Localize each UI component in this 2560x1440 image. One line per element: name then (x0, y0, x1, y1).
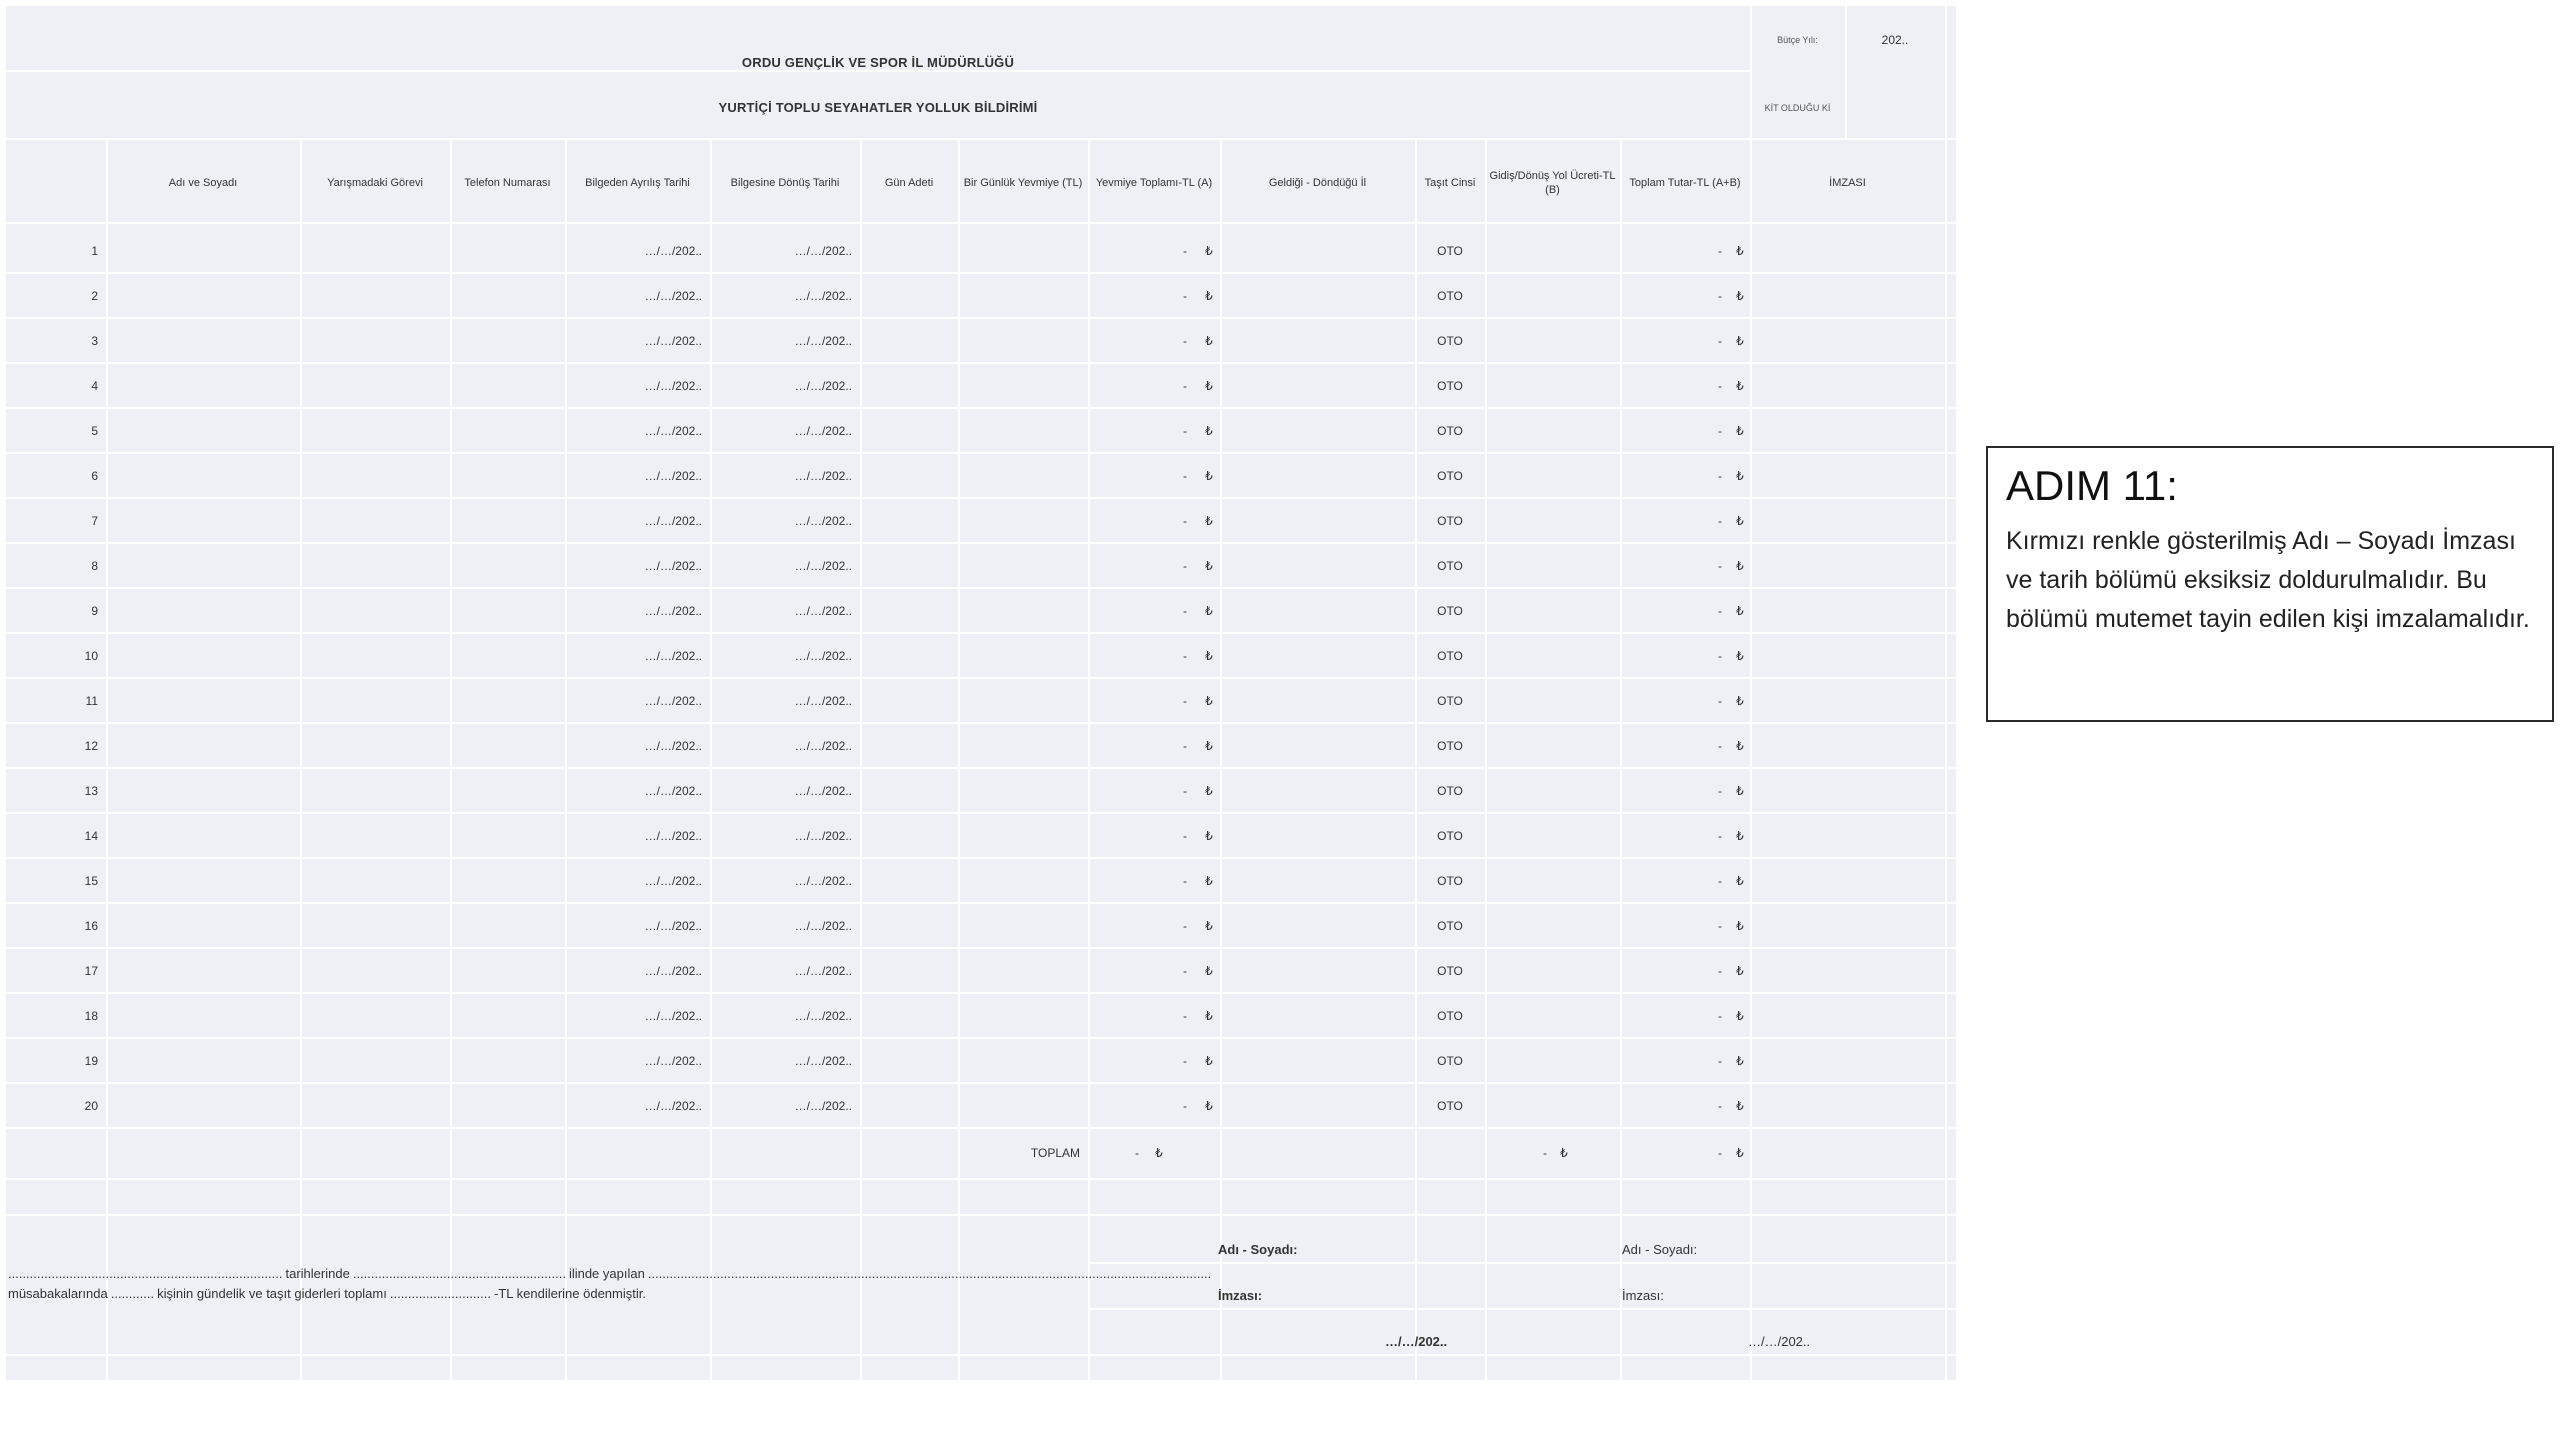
allowance-dash: - (1183, 243, 1187, 258)
total-currency: ₺ (1736, 243, 1744, 258)
return-date: …/…/202.. (794, 423, 852, 438)
departure-date: …/…/202.. (644, 333, 702, 348)
right-sign-label: İmzası: (1622, 1288, 1664, 1303)
left-date: …/…/202.. (1385, 1334, 1448, 1349)
allowance-currency: ₺ (1205, 648, 1213, 663)
return-date: …/…/202.. (794, 873, 852, 888)
statement-fragment: ............................ (389, 1286, 491, 1301)
row-number: 9 (91, 603, 98, 618)
column-header: Bilgesine Dönüş Tarihi (730, 177, 840, 189)
return-date: …/…/202.. (794, 828, 852, 843)
allowance-currency: ₺ (1205, 738, 1213, 753)
total-currency: ₺ (1736, 603, 1744, 618)
allowance-currency: ₺ (1205, 693, 1213, 708)
allowance-currency: ₺ (1205, 1008, 1213, 1023)
return-date: …/…/202.. (794, 288, 852, 303)
departure-date: …/…/202.. (644, 873, 702, 888)
total-currency: ₺ (1736, 1053, 1744, 1068)
allowance-dash: - (1183, 333, 1187, 348)
total-currency: ₺ (1736, 468, 1744, 483)
left-name-label: Adı - Soyadı: (1218, 1242, 1298, 1257)
total-dash: - (1718, 873, 1722, 888)
allowance-dash: - (1183, 513, 1187, 528)
column-header: Yarışmadaki Görevi (327, 177, 423, 189)
allowance-dash: - (1183, 1053, 1187, 1068)
step-callout (1986, 446, 2554, 722)
return-date: …/…/202.. (794, 603, 852, 618)
return-date: …/…/202.. (794, 783, 852, 798)
total-dash: - (1718, 783, 1722, 798)
allowance-currency: ₺ (1205, 918, 1213, 933)
row-number: 17 (84, 963, 98, 978)
row-number: 8 (91, 558, 98, 573)
vehicle-type: OTO (1437, 423, 1463, 438)
total-dash: - (1718, 603, 1722, 618)
vehicle-type: OTO (1437, 693, 1463, 708)
row-number: 20 (84, 1098, 98, 1113)
statement-line-2 (8, 1286, 649, 1301)
statement-fragment: müsabakalarında (8, 1286, 108, 1301)
column-header: Toplam Tutar-TL (A+B) (1629, 177, 1741, 189)
vehicle-type: OTO (1437, 288, 1463, 303)
grand-total-currency: ₺ (1736, 1146, 1744, 1160)
vehicle-type: OTO (1437, 468, 1463, 483)
column-header: Telefon Numarası (464, 177, 551, 189)
statement-fragment: -TL kendilerine ödenmiştir. (494, 1286, 646, 1301)
return-date: …/…/202.. (794, 468, 852, 483)
allowance-currency: ₺ (1205, 1053, 1213, 1068)
return-date: …/…/202.. (794, 558, 852, 573)
column-header: Bilgeden Ayrılış Tarihi (585, 177, 690, 189)
row-number: 10 (84, 648, 98, 663)
vehicle-type: OTO (1437, 1053, 1463, 1068)
total-currency: ₺ (1736, 558, 1744, 573)
callout-body: Kırmızı renkle gösterilmiş Adı – Soyadı İmzası ve tarih bölümü eksiksiz doldurulmalıdır. Bu bölümü mutemet tayin edilen kişi imzalamalıdır. (2006, 527, 2530, 633)
allowance-dash: - (1183, 1098, 1187, 1113)
row-number: 2 (91, 288, 98, 303)
allowance-currency: ₺ (1205, 288, 1213, 303)
total-dash: - (1718, 648, 1722, 663)
total-dash: - (1718, 1008, 1722, 1023)
return-date: …/…/202.. (794, 1053, 852, 1068)
allowance-dash: - (1183, 468, 1187, 483)
vehicle-type: OTO (1437, 873, 1463, 888)
column-header: Yevmiye Toplamı-TL (A) (1095, 177, 1213, 189)
departure-date: …/…/202.. (644, 648, 702, 663)
statement-fragment: ilinde yapılan (568, 1266, 645, 1281)
total-currency: ₺ (1736, 828, 1744, 843)
allowance-currency: ₺ (1205, 783, 1213, 798)
allowance-dash: - (1183, 783, 1187, 798)
statement-fragment: tarihlerinde (285, 1266, 350, 1281)
total-dash: - (1718, 963, 1722, 978)
kit-label: KİT OLDUĞU Kİ (1764, 102, 1831, 113)
departure-date: …/…/202.. (644, 558, 702, 573)
allowance-currency: ₺ (1205, 603, 1213, 618)
allowance-currency: ₺ (1205, 558, 1213, 573)
allowance-dash: - (1183, 693, 1187, 708)
vehicle-type: OTO (1437, 333, 1463, 348)
column-header: İMZASI (1829, 177, 1866, 189)
total-currency: ₺ (1736, 918, 1744, 933)
total-currency: ₺ (1736, 288, 1744, 303)
departure-date: …/…/202.. (644, 828, 702, 843)
vehicle-type: OTO (1437, 378, 1463, 393)
departure-date: …/…/202.. (644, 963, 702, 978)
allowance-currency: ₺ (1205, 963, 1213, 978)
total-dash: - (1718, 333, 1722, 348)
departure-date: …/…/202.. (644, 243, 702, 258)
return-date: …/…/202.. (794, 333, 852, 348)
column-header: Adı ve Soyadı (168, 177, 238, 189)
vehicle-type: OTO (1437, 603, 1463, 618)
row-number: 4 (91, 378, 98, 393)
column-header: Bir Günlük Yevmiye (TL) (963, 177, 1083, 189)
allowance-dash: - (1183, 828, 1187, 843)
allowance-dash: - (1183, 288, 1187, 303)
total-currency: ₺ (1736, 873, 1744, 888)
total-dash: - (1718, 423, 1722, 438)
total-dash: - (1718, 828, 1722, 843)
departure-date: …/…/202.. (644, 423, 702, 438)
departure-date: …/…/202.. (644, 738, 702, 753)
total-currency: ₺ (1736, 693, 1744, 708)
total-dash: - (1718, 738, 1722, 753)
departure-date: …/…/202.. (644, 918, 702, 933)
allowance-dash: - (1183, 378, 1187, 393)
return-date: …/…/202.. (794, 243, 852, 258)
allowance-currency: ₺ (1205, 873, 1213, 888)
row-number: 1 (91, 243, 98, 258)
total-currency: ₺ (1736, 333, 1744, 348)
vehicle-type: OTO (1437, 1098, 1463, 1113)
departure-date: …/…/202.. (644, 513, 702, 528)
total-allowance-currency: ₺ (1155, 1146, 1163, 1160)
statement-fragment: ........................................................... (352, 1266, 566, 1281)
total-currency: ₺ (1736, 423, 1744, 438)
return-date: …/…/202.. (794, 513, 852, 528)
allowance-dash: - (1183, 873, 1187, 888)
allowance-currency: ₺ (1205, 828, 1213, 843)
departure-date: …/…/202.. (644, 603, 702, 618)
return-date: …/…/202.. (794, 378, 852, 393)
vehicle-type: OTO (1437, 243, 1463, 258)
callout-title: ADIM 11: (2006, 462, 2178, 509)
total-dash: - (1718, 288, 1722, 303)
total-currency: ₺ (1736, 738, 1744, 753)
total-dash: - (1718, 1098, 1722, 1113)
org-title: ORDU GENÇLİK VE SPOR İL MÜDÜRLÜĞÜ (741, 54, 1015, 70)
total-currency: ₺ (1736, 963, 1744, 978)
departure-date: …/…/202.. (644, 1008, 702, 1023)
departure-date: …/…/202.. (644, 288, 702, 303)
allowance-currency: ₺ (1205, 378, 1213, 393)
allowance-dash: - (1183, 1008, 1187, 1023)
total-currency: ₺ (1736, 378, 1744, 393)
return-date: …/…/202.. (794, 918, 852, 933)
departure-date: …/…/202.. (644, 1098, 702, 1113)
left-sign-label: İmzası: (1218, 1288, 1263, 1303)
vehicle-type: OTO (1437, 648, 1463, 663)
total-dash: - (1718, 378, 1722, 393)
total-currency: ₺ (1736, 783, 1744, 798)
return-date: …/…/202.. (794, 1098, 852, 1113)
total-currency: ₺ (1736, 648, 1744, 663)
allowance-currency: ₺ (1205, 1098, 1213, 1113)
allowance-dash: - (1183, 603, 1187, 618)
vehicle-type: OTO (1437, 558, 1463, 573)
row-number: 5 (91, 423, 98, 438)
allowance-currency: ₺ (1205, 243, 1213, 258)
total-currency: ₺ (1736, 1098, 1744, 1113)
budget-year-value: 202.. (1881, 33, 1909, 47)
grand-total-dash: - (1718, 1146, 1722, 1160)
vehicle-type: OTO (1437, 963, 1463, 978)
right-date: …/…/202.. (1748, 1334, 1811, 1349)
total-dash: - (1718, 693, 1722, 708)
row-number: 15 (84, 873, 98, 888)
allowance-dash: - (1183, 918, 1187, 933)
column-header: Taşıt Cinsi (1424, 177, 1476, 189)
row-number: 6 (91, 468, 98, 483)
statement-fragment: ............................................................................................................................................................ (647, 1266, 1212, 1281)
departure-date: …/…/202.. (644, 378, 702, 393)
allowance-currency: ₺ (1205, 423, 1213, 438)
row-number: 14 (84, 828, 98, 843)
return-date: …/…/202.. (794, 738, 852, 753)
row-number: 16 (84, 918, 98, 933)
statement-fragment: ............ (110, 1286, 155, 1301)
vehicle-type: OTO (1437, 828, 1463, 843)
departure-date: …/…/202.. (644, 468, 702, 483)
row-number: 3 (91, 333, 98, 348)
allowance-currency: ₺ (1205, 468, 1213, 483)
total-dash: - (1718, 918, 1722, 933)
statement-fragment: kişinin gündelik ve taşıt giderleri toplamı (157, 1286, 387, 1301)
vehicle-type: OTO (1437, 783, 1463, 798)
budget-year-label: Bütçe Yılı: (1777, 35, 1818, 45)
allowance-dash: - (1183, 423, 1187, 438)
return-date: …/…/202.. (794, 693, 852, 708)
total-dash: - (1718, 1053, 1722, 1068)
form-title: YURTİÇİ TOPLU SEYAHATLER YOLLUK BİLDİRİMİ (718, 99, 1038, 115)
column-header: Geldiği - Döndüğü İl (1268, 177, 1367, 189)
return-date: …/…/202.. (794, 648, 852, 663)
departure-date: …/…/202.. (644, 693, 702, 708)
vehicle-type: OTO (1437, 738, 1463, 753)
total-dash: - (1718, 558, 1722, 573)
right-name-label: Adı - Soyadı: (1622, 1242, 1698, 1257)
total-road-dash: - (1543, 1146, 1547, 1160)
row-number: 13 (84, 783, 98, 798)
allowance-dash: - (1183, 963, 1187, 978)
departure-date: …/…/202.. (644, 1053, 702, 1068)
row-number: 18 (84, 1008, 98, 1023)
row-number: 7 (91, 513, 98, 528)
column-header: Gün Adeti (884, 177, 934, 189)
column-header: Gidiş/Dönüş Yol Ücreti-TL (B) (1489, 170, 1616, 196)
total-currency: ₺ (1736, 1008, 1744, 1023)
allowance-dash: - (1183, 558, 1187, 573)
return-date: …/…/202.. (794, 1008, 852, 1023)
total-dash: - (1718, 468, 1722, 483)
allowance-dash: - (1183, 738, 1187, 753)
total-dash: - (1718, 243, 1722, 258)
total-currency: ₺ (1736, 513, 1744, 528)
row-number: 12 (84, 738, 98, 753)
total-allowance-dash: - (1135, 1146, 1139, 1160)
total-dash: - (1718, 513, 1722, 528)
allowance-currency: ₺ (1205, 513, 1213, 528)
statement-line-1 (8, 1266, 1214, 1281)
vehicle-type: OTO (1437, 918, 1463, 933)
return-date: …/…/202.. (794, 963, 852, 978)
row-number: 19 (84, 1053, 98, 1068)
total-label: TOPLAM (1030, 1146, 1080, 1160)
departure-date: …/…/202.. (644, 783, 702, 798)
total-road-currency: ₺ (1560, 1146, 1568, 1160)
vehicle-type: OTO (1437, 513, 1463, 528)
allowance-dash: - (1183, 648, 1187, 663)
statement-fragment: ............................................................................ (8, 1266, 283, 1281)
row-number: 11 (85, 693, 98, 708)
allowance-currency: ₺ (1205, 333, 1213, 348)
vehicle-type: OTO (1437, 1008, 1463, 1023)
